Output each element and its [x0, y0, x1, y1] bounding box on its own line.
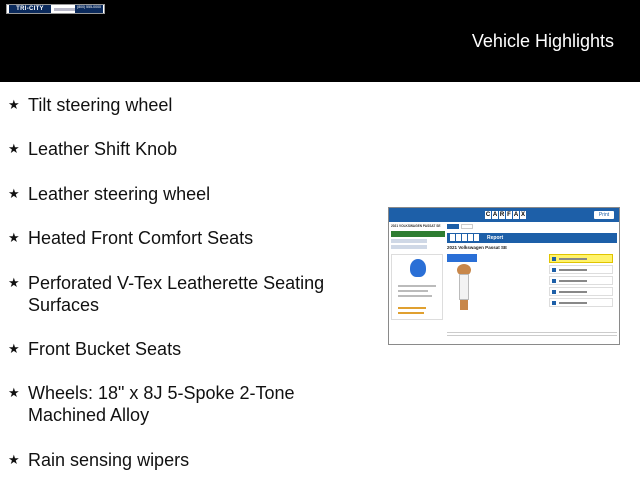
summary-item-line — [559, 280, 587, 282]
vehicle-history-tab[interactable] — [391, 231, 445, 237]
dealer-logo-mark: TRI-CITY — [9, 5, 51, 13]
carfax-logo — [485, 211, 527, 219]
site-header — [0, 0, 640, 82]
carfax-logo-letter: C — [485, 212, 491, 218]
carfax-bar-logo-block — [450, 234, 455, 241]
summary-item-line — [559, 258, 587, 260]
mascot-banner — [447, 254, 477, 262]
report-content — [447, 254, 617, 314]
dealer-info-line — [398, 307, 426, 309]
summary-item-line — [559, 302, 587, 304]
dealer-info-line — [398, 295, 432, 297]
carfax-report-thumbnail[interactable] — [388, 207, 620, 345]
star-icon: ★ — [8, 274, 20, 290]
carfax-sidebar — [391, 224, 445, 342]
report-disclaimer — [447, 332, 617, 340]
list-item — [8, 449, 368, 471]
star-icon: ★ — [8, 97, 20, 112]
page-title: Vehicle Highlights — [471, 31, 614, 51]
dealer-info-line — [398, 290, 428, 292]
carfax-bar-logo-block — [456, 234, 461, 241]
list-item — [8, 94, 368, 116]
mascot-body — [459, 274, 469, 300]
feature-label: Leather Shift Knob — [28, 139, 178, 160]
star-icon: ★ — [8, 340, 20, 356]
star-icon: ★ — [8, 141, 20, 157]
summary-item-icon — [552, 268, 556, 272]
summary-item[interactable] — [549, 298, 613, 307]
carfax-bar-logo-block — [462, 234, 467, 241]
summary-item[interactable] — [549, 254, 613, 263]
summary-item-line — [559, 269, 587, 271]
tab-report[interactable] — [447, 224, 459, 229]
star-icon: ★ — [8, 185, 20, 201]
carfax-bar-logo — [450, 234, 480, 241]
disclaimer-line — [447, 335, 617, 336]
print-button[interactable]: Print — [594, 211, 614, 219]
carfax-bar-logo-block — [468, 234, 473, 241]
feature-label: Heated Front Comfort Seats — [28, 228, 254, 249]
feature-label: Perforated V-Tex Leatherette Seating Surfaces — [28, 272, 325, 315]
star-icon: ★ — [8, 230, 20, 246]
carfax-bar-logo-block — [474, 234, 479, 241]
dealer-info-line — [398, 312, 424, 314]
list-item — [8, 183, 368, 205]
carfax-tabs — [447, 224, 617, 229]
summary-item[interactable] — [549, 276, 613, 285]
carfax-logo-letter: F — [507, 212, 511, 218]
list-item — [8, 272, 368, 316]
star-icon: ★ — [8, 451, 20, 467]
vehicle-highlights-list — [8, 94, 368, 480]
feature-label: Front Bucket Seats — [28, 338, 182, 359]
list-item — [8, 338, 368, 360]
report-summary-items — [549, 254, 613, 314]
summary-item-icon — [552, 279, 556, 283]
list-item — [8, 382, 368, 426]
summary-item-icon — [552, 290, 556, 294]
carfax-logo-letter: X — [520, 212, 525, 218]
feature-label: Wheels: 18" x 8J 5-Spoke 2-Tone Machined Alloy — [28, 383, 295, 426]
tab-glossary[interactable] — [461, 224, 473, 229]
carfax-main — [447, 224, 617, 342]
feature-label: Tilt steering wheel — [28, 95, 173, 115]
star-icon: ★ — [8, 385, 20, 401]
dealer-info-line — [398, 285, 436, 287]
vehicle-title: 2021 VOLKSWAGEN PASSAT SE — [391, 224, 441, 228]
sidebar-link[interactable] — [391, 239, 427, 243]
carfax-fox-mascot-icon — [447, 254, 481, 314]
one-owner-badge-icon — [410, 259, 426, 277]
summary-item[interactable] — [549, 287, 613, 296]
summary-item-line — [559, 291, 587, 293]
dealer-logo[interactable] — [6, 4, 105, 14]
summary-item[interactable] — [549, 265, 613, 274]
summary-item-icon — [552, 301, 556, 305]
sidebar-link[interactable] — [391, 245, 427, 249]
report-label: Report — [487, 235, 504, 241]
list-item — [8, 138, 368, 160]
list-item — [8, 227, 368, 249]
carfax-logo-letter: A — [492, 212, 498, 218]
dealer-info-box — [391, 254, 443, 320]
carfax-report-bar — [447, 233, 617, 243]
dealer-contact: (800) 555-0000 — [75, 5, 103, 13]
summary-item-icon — [552, 257, 556, 261]
feature-label: Leather steering wheel — [28, 183, 211, 204]
disclaimer-line — [447, 332, 617, 333]
mascot-legs — [460, 300, 468, 310]
report-model-title: 2021 Volkswagen Passat SE — [447, 245, 507, 250]
feature-label: Rain sensing wipers — [28, 449, 190, 470]
carfax-topbar — [389, 208, 619, 222]
carfax-logo-letter: A — [513, 212, 519, 218]
carfax-logo-letter: R — [499, 212, 505, 218]
